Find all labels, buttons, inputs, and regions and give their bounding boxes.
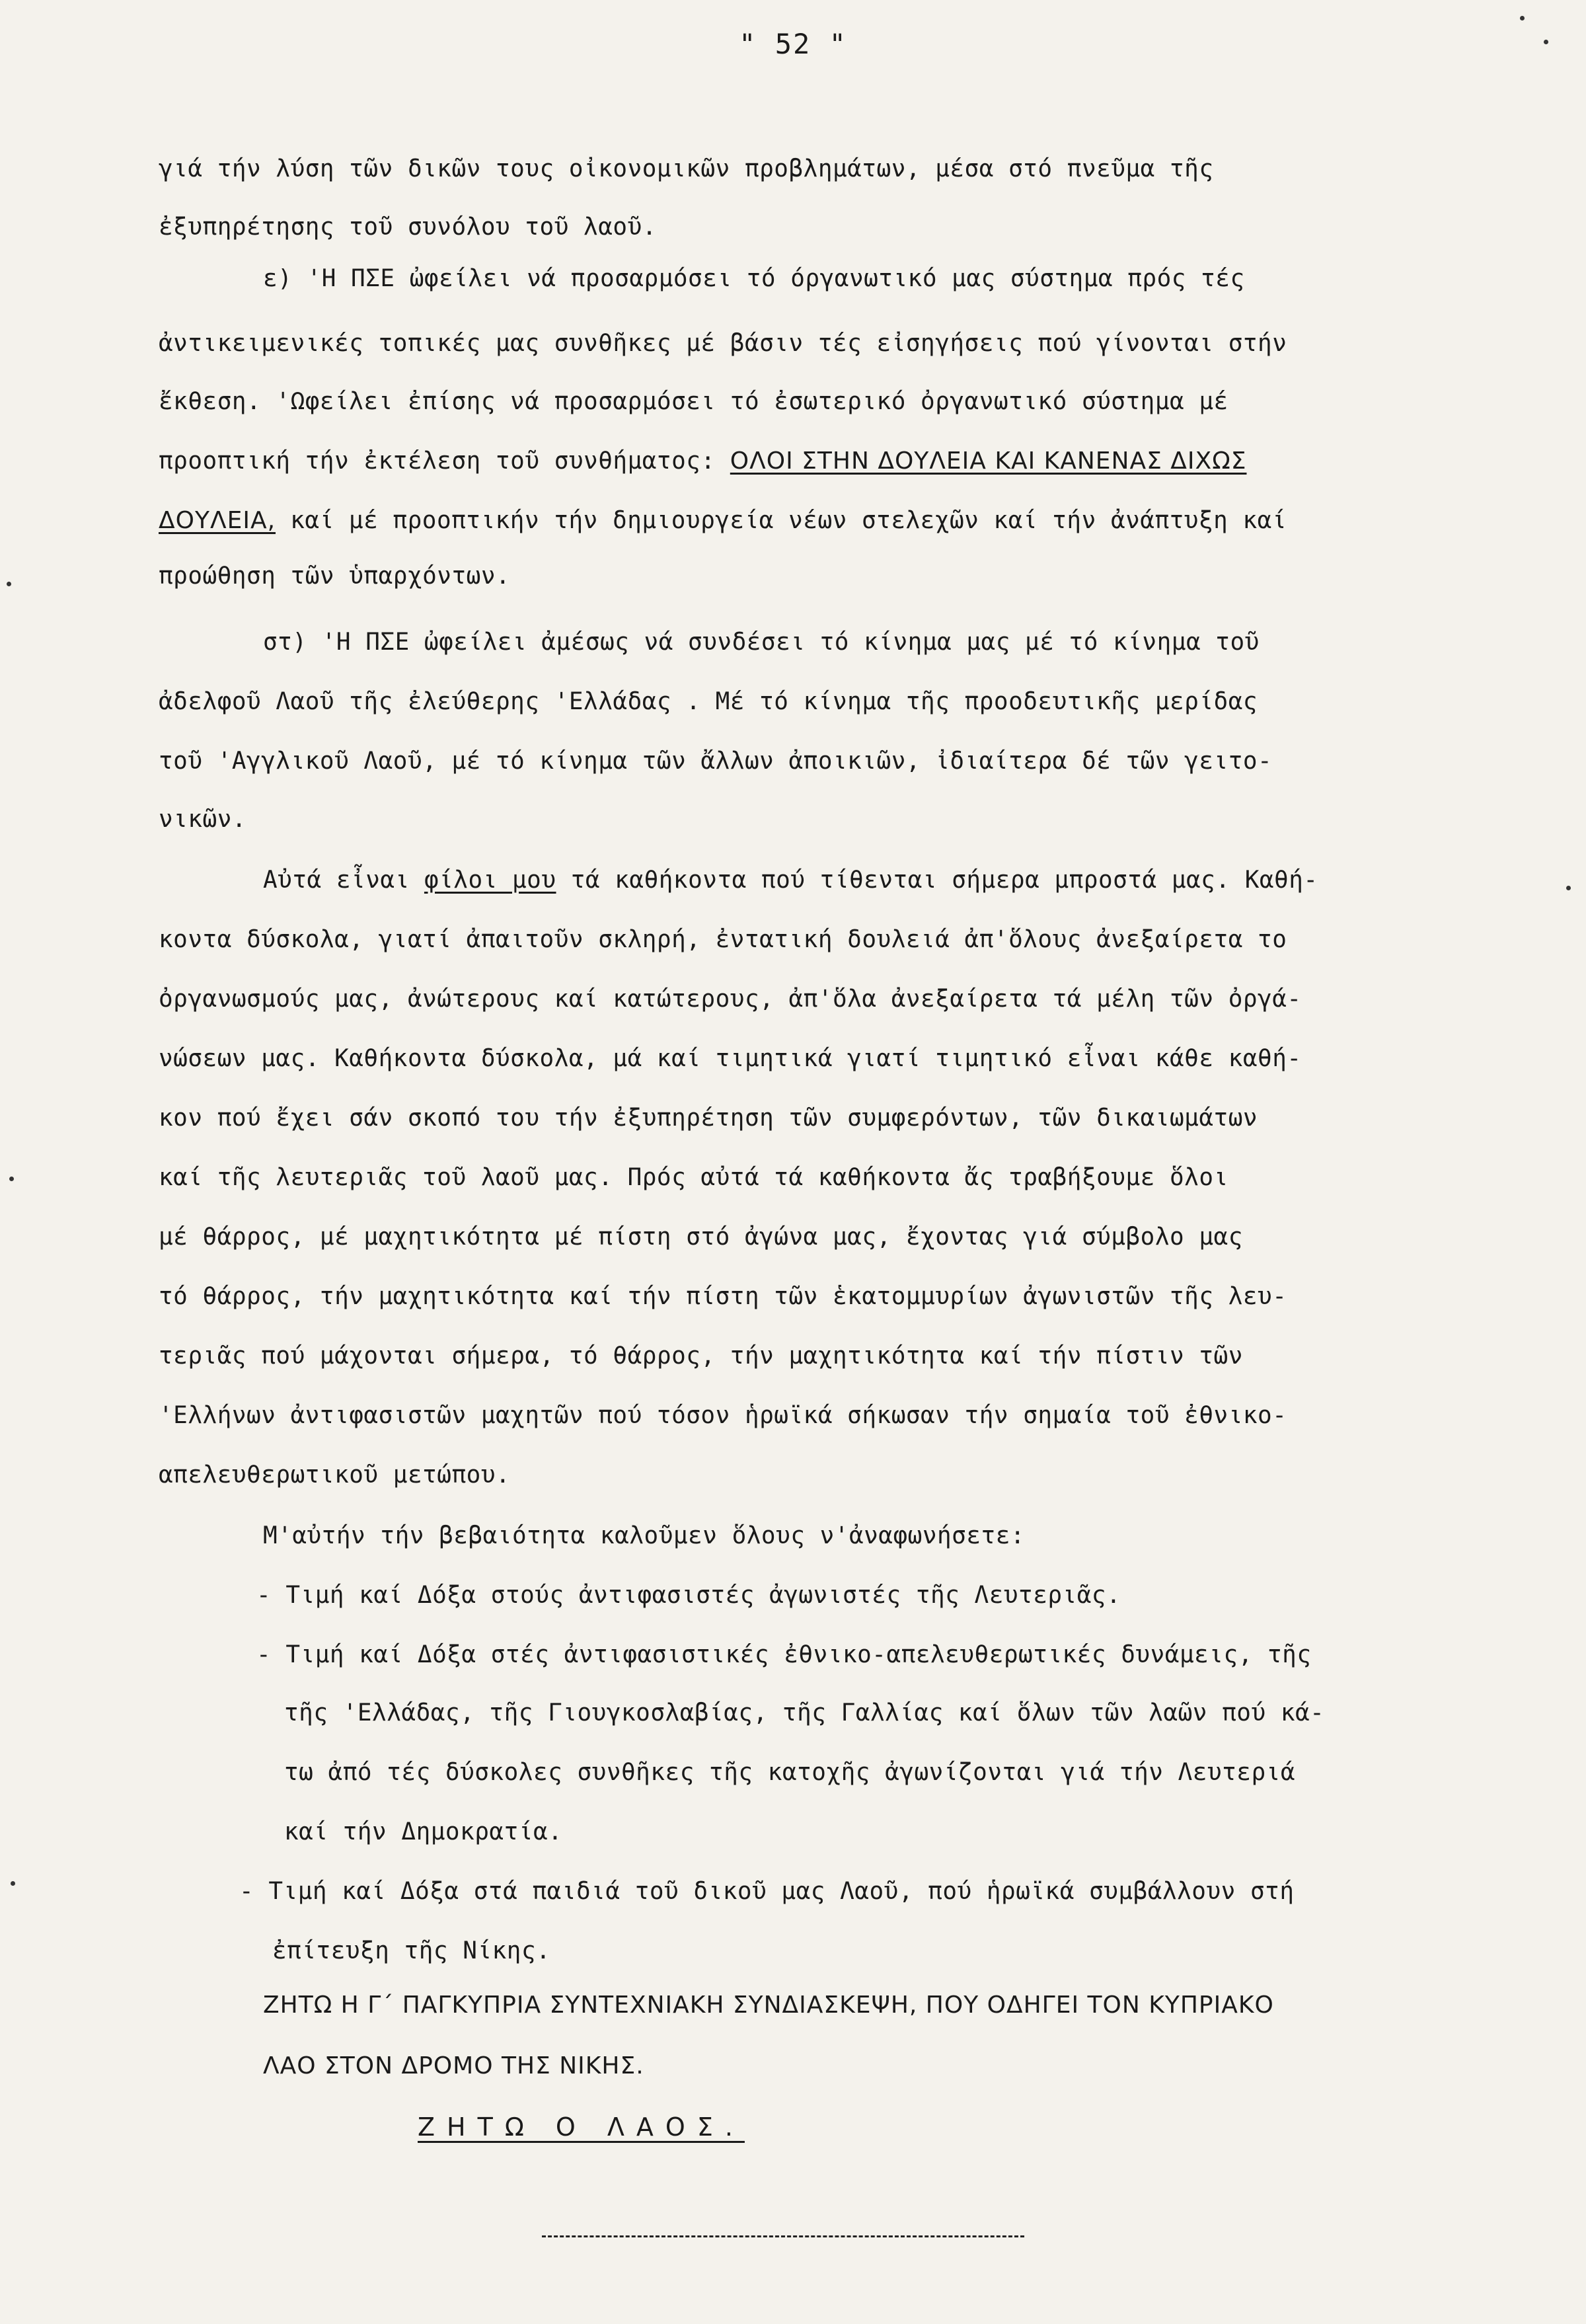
list-item: - Τιμή καί Δόξα στούς ἀντιφασιστές ἀγωνιστές τῆς Λευτεριᾶς. bbox=[256, 1582, 1121, 1609]
text-line: προώθηση τῶν ὑπαρχόντων. bbox=[159, 562, 511, 590]
text-line: νώσεων μας. Καθήκοντα δύσκολα, μά καί τιμητικά γιατί τιμητικό εἶναι κάθε καθή- bbox=[159, 1045, 1302, 1072]
text-line bbox=[159, 506, 1287, 535]
scan-speck bbox=[1566, 886, 1571, 890]
text-line: καί τῆς λευτεριᾶς τοῦ λαοῦ μας. Πρός αὐτά τά καθήκοντα ἄς τραβήξουμε ὅλοι bbox=[159, 1164, 1228, 1191]
list-item-continuation: τῆς 'Ελλάδας, τῆς Γιουγκοσλαβίας, τῆς Γαλλίας καί ὅλων τῶν λαῶν πού κά- bbox=[284, 1699, 1325, 1726]
underlined-phrase: φίλοι μου bbox=[424, 867, 556, 894]
text-line bbox=[263, 866, 1318, 895]
text-line: Μ'αὐτήν τήν βεβαιότητα καλοῦμεν ὅλους ν'ἀναφωνήσετε: bbox=[263, 1522, 1026, 1549]
text-line-with-slogan bbox=[159, 447, 1246, 476]
text-line: κοντα δύσκολα, γιατί ἀπαιτοῦν σκληρή, ἐντατική δουλειά ἀπ'ὅλους ἀνεξαίρετα το bbox=[159, 926, 1287, 953]
list-item-continuation: ἐπίτευξη τῆς Νίκης. bbox=[272, 1937, 551, 1964]
text-line: ἀδελφοῦ Λαοῦ τῆς ἐλεύθερης 'Ελλάδας . Μέ τό κίνημα τῆς προοδευτικῆς μερίδας bbox=[159, 688, 1258, 715]
closing-heading: ΖΗΤΩ Ο ΛΑΟΣ. bbox=[418, 2112, 745, 2142]
text-segment: Αὐτά εἶναι bbox=[263, 867, 410, 894]
closing-slogan-line: ΛΑΟ ΣΤΟΝ ΔΡΟΜΟ ΤΗΣ ΝΙΚΗΣ. bbox=[263, 2052, 644, 2079]
text-line: τοῦ 'Αγγλικοῦ Λαοῦ, μέ τό κίνημα τῶν ἄλλων ἀποικιῶν, ἰδιαίτερα δέ τῶν γειτο- bbox=[159, 748, 1273, 775]
text-line: ὀργανωσμούς μας, ἀνώτερους καί κατώτερους, ἀπ'ὅλα ἀνεξαίρετα τά μέλη τῶν ὀργά- bbox=[159, 986, 1302, 1013]
end-divider bbox=[542, 2235, 1024, 2237]
list-item-continuation: καί τήν Δημοκρατία. bbox=[284, 1818, 563, 1845]
text-line: απελευθερωτικοῦ μετώπου. bbox=[159, 1461, 511, 1489]
scan-speck bbox=[11, 1881, 15, 1886]
text-line: 'Ελλήνων ἀντιφασιστῶν μαχητῶν πού τόσον ἡρωϊκά σήκωσαν τήν σημαία τοῦ ἐθνικο- bbox=[159, 1402, 1287, 1429]
scan-speck bbox=[1520, 16, 1525, 20]
text-line: ἐξυπηρέτησης τοῦ συνόλου τοῦ λαοῦ. bbox=[159, 213, 657, 241]
text-line: τό θάρρος, τήν μαχητικότητα καί τήν πίστη τῶν ἑκατομμυρίων ἀγωνιστῶν τῆς λευ- bbox=[159, 1283, 1287, 1310]
scan-speck bbox=[1544, 40, 1548, 44]
scan-speck bbox=[9, 1177, 14, 1181]
text-line: ἀντικειμενικές τοπικές μας συνθῆκες μέ βάσιν τές εἰσηγήσεις πού γίνονται στήν bbox=[159, 330, 1287, 357]
page-number: " 52 " bbox=[739, 28, 847, 60]
closing-slogan-line: ΖΗΤΩ Η Γ΄ ΠΑΓΚΥΠΡΙΑ ΣΥΝΤΕΧΝΙΑΚΗ ΣΥΝΔΙΑΣΚΕΨΗ, ΠΟΥ ΟΔΗΓΕΙ ΤΟΝ ΚΥΠΡΙΑΚΟ bbox=[263, 1992, 1274, 2019]
slogan-text: ΟΛΟΙ ΣΤΗΝ ΔΟΥΛΕΙΑ ΚΑΙ ΚΑΝΕΝΑΣ ΔΙΧΩΣ bbox=[730, 447, 1247, 475]
list-item-continuation: τω ἀπό τές δύσκολες συνθῆκες τῆς κατοχῆς ἀγωνίζονται γιά τήν Λευτεριά bbox=[284, 1759, 1295, 1786]
text-line: ε) 'Η ΠΣΕ ὠφείλει νά προσαρμόσει τό όργανωτικό μας σύστημα πρός τές bbox=[263, 265, 1245, 292]
text-line: τεριᾶς πού μάχονται σήμερα, τό θάρρος, τήν μαχητικότητα καί τήν πίστιν τῶν bbox=[159, 1342, 1243, 1370]
text-segment: καί μέ προοπτικήν τήν δημιουργεία νέων στελεχῶν καί τήν ἀνάπτυξη καί bbox=[290, 507, 1287, 534]
text-line: κον πού ἔχει σάν σκοπό του τήν ἐξυπηρέτηση τῶν συμφερόντων, τῶν δικαιωμάτων bbox=[159, 1104, 1258, 1132]
text-line: μέ θάρρος, μέ μαχητικότητα μέ πίστη στό ἀγώνα μας, ἔχοντας γιά σύμβολο μας bbox=[159, 1223, 1243, 1251]
text-line: ἔκθεση. 'Ωφείλει ἐπίσης νά προσαρμόσει τό ἐσωτερικό ὀργανωτικό σύστημα μέ bbox=[159, 388, 1228, 415]
text-line: στ) 'Η ΠΣΕ ὠφείλει ἀμέσως νά συνδέσει τό κίνημα μας μέ τό κίνημα τοῦ bbox=[263, 629, 1260, 656]
list-item: - Τιμή καί Δόξα στές ἀντιφασιστικές ἐθνικο-απελευθερωτικές δυνάμεις, τῆς bbox=[256, 1641, 1312, 1668]
text-line: γιά τήν λύση τῶν δικῶν τους οἰκονομικῶν προβλημάτων, μέσα στό πνεῦμα τῆς bbox=[159, 155, 1214, 182]
text-line: νικῶν. bbox=[159, 806, 247, 833]
scan-speck bbox=[7, 582, 11, 586]
text-segment: προοπτική τήν ἐκτέλεση τοῦ συνθήματος: bbox=[159, 447, 716, 475]
text-segment: τά καθήκοντα πού τίθενται σήμερα μπροστά μας. Καθή- bbox=[570, 867, 1318, 894]
slogan-continuation: ΔΟΥΛΕΙΑ, bbox=[159, 507, 276, 534]
list-item: - Τιμή καί Δόξα στά παιδιά τοῦ δικοῦ μας Λαοῦ, πού ἡρωϊκά συμβάλλουν στή bbox=[239, 1878, 1295, 1905]
